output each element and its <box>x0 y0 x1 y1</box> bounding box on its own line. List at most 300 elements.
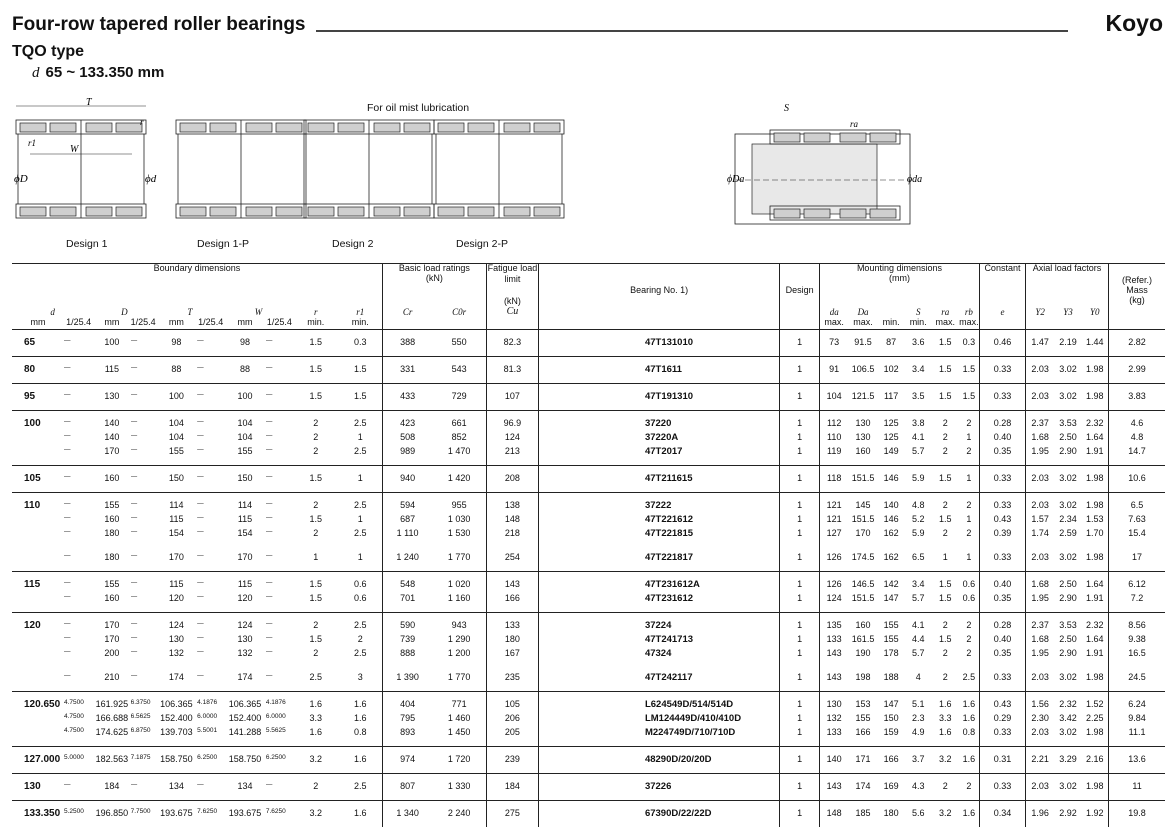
cell-s: 3.6 <box>905 330 932 357</box>
cell-e: 0.33 <box>980 727 1026 747</box>
cell-cr: 974 <box>382 747 432 774</box>
cell-rb: 0.6 <box>959 572 980 594</box>
cell-ra: 2 <box>932 493 959 515</box>
cell-di: — <box>64 593 93 613</box>
cell-wi: 4.1876 <box>266 692 293 714</box>
cell-cu: 205 <box>486 727 538 747</box>
cell-wi: — <box>266 466 293 493</box>
unit-r-min: min. <box>293 317 339 330</box>
cell-ra: 3.2 <box>932 747 959 774</box>
cell-rb: 2 <box>959 528 980 542</box>
cell-di: — <box>131 613 156 635</box>
cell-di: — <box>64 384 93 411</box>
bearing-group <box>12 384 1165 411</box>
cell-cu: 213 <box>486 446 538 466</box>
cell-mass: 6.12 <box>1109 572 1165 594</box>
col-C0r: C0r <box>432 293 486 317</box>
cell-da: 171 <box>849 747 878 774</box>
cell-r: 2 <box>293 432 339 446</box>
cell-di: — <box>64 572 93 594</box>
cell-wi: 6.2500 <box>266 747 293 774</box>
cell-s: 5.7 <box>905 446 932 466</box>
unit-d-mm: mm <box>12 317 64 330</box>
cell-ra: 1.5 <box>932 514 959 528</box>
cell-di: — <box>131 572 156 594</box>
cell-mass: 13.6 <box>1109 747 1165 774</box>
cell-cr: 590 <box>382 613 432 635</box>
cell-dab: 147 <box>878 692 905 714</box>
cell-bno: 67390D/22/22D <box>538 801 779 827</box>
cell-bno: 47T211615 <box>538 466 779 493</box>
page-title: Four-row tapered roller bearings <box>12 14 306 36</box>
cell-d: 160 <box>93 514 130 528</box>
cell-d <box>12 528 64 542</box>
cell-s: 4.1 <box>905 613 932 635</box>
cell-w: 120 <box>224 593 266 613</box>
cell-cr: 433 <box>382 384 432 411</box>
cell-t: 155 <box>156 446 198 466</box>
cell-y2: 1.68 <box>1025 432 1054 446</box>
cell-ra: 1.5 <box>932 330 959 357</box>
cell-wi: — <box>266 357 293 384</box>
cell-da: 121 <box>819 493 848 515</box>
cell-y2: 2.03 <box>1025 384 1054 411</box>
cell-s: 4.8 <box>905 493 932 515</box>
col-rb: rb <box>959 293 980 317</box>
cell-cr: 508 <box>382 432 432 446</box>
cell-design: 1 <box>780 552 820 572</box>
cell-d: 170 <box>93 634 130 648</box>
cell-c0r: 1 720 <box>432 747 486 774</box>
cell-da: 146.5 <box>849 572 878 594</box>
cell-c0r: 1 030 <box>432 514 486 528</box>
cell-r1: 1.6 <box>339 801 383 827</box>
cell-e: 0.40 <box>980 572 1026 594</box>
cell-ti: — <box>197 330 224 357</box>
cell-c0r: 1 460 <box>432 713 486 727</box>
cell-cu: 81.3 <box>486 357 538 384</box>
cell-cr: 388 <box>382 330 432 357</box>
unit-da-max: max. <box>819 317 848 330</box>
cell-y2: 2.03 <box>1025 466 1054 493</box>
cell-ti: — <box>197 514 224 528</box>
cell-bno: 47T221815 <box>538 528 779 542</box>
cell-e: 0.35 <box>980 648 1026 662</box>
cell-mass: 11 <box>1109 774 1165 801</box>
cell-d: 80 <box>12 357 64 384</box>
cell-cr: 888 <box>382 648 432 662</box>
col-Cr: Cr <box>382 293 432 317</box>
cell-r1: 1.5 <box>339 384 383 411</box>
dim-D-label: ϕD <box>14 173 28 185</box>
cell-y2: 2.37 <box>1025 411 1054 433</box>
cell-mass: 14.7 <box>1109 446 1165 466</box>
cell-w: 88 <box>224 357 266 384</box>
cell-y3: 3.02 <box>1054 774 1081 801</box>
cell-r: 1.5 <box>293 466 339 493</box>
cell-ra: 1.5 <box>932 466 959 493</box>
cell-w: 106.365 <box>224 692 266 714</box>
cell-dab: 150 <box>878 713 905 727</box>
cell-t: 134 <box>156 774 198 801</box>
cell-ra: 3.2 <box>932 801 959 827</box>
cell-s: 5.1 <box>905 692 932 714</box>
cell-ra: 1.6 <box>932 727 959 747</box>
cell-t: 154 <box>156 528 198 542</box>
cell-y3: 3.53 <box>1054 613 1081 635</box>
cell-ti: — <box>197 552 224 572</box>
cell-c0r: 1 330 <box>432 774 486 801</box>
cell-y3: 3.02 <box>1054 493 1081 515</box>
cell-di: 6.5625 <box>131 713 156 727</box>
cell-wi: — <box>266 552 293 572</box>
cell-da: 133 <box>819 634 848 648</box>
cell-cr: 701 <box>382 593 432 613</box>
cell-design: 1 <box>780 713 820 727</box>
cell-design: 1 <box>780 648 820 662</box>
cell-w: 130 <box>224 634 266 648</box>
cell-di: — <box>64 411 93 433</box>
unit-d-inch: 1/25.4 <box>64 317 93 330</box>
cell-da: 91.5 <box>849 330 878 357</box>
cell-w: 158.750 <box>224 747 266 774</box>
cell-y0: 1.98 <box>1082 384 1109 411</box>
cell-r: 2 <box>293 493 339 515</box>
cell-bno: 47T241713 <box>538 634 779 648</box>
axial-load-factors-header: Axial load factors <box>1025 263 1108 293</box>
cell-ra: 2 <box>932 672 959 692</box>
cell-w: 134 <box>224 774 266 801</box>
cell-c0r: 852 <box>432 432 486 446</box>
cell-y0: 1.98 <box>1082 727 1109 747</box>
bearing-number-header: Bearing No. 1) <box>538 263 779 317</box>
table-row <box>12 692 1165 714</box>
cell-t: 88 <box>156 357 198 384</box>
cell-s: 5.7 <box>905 593 932 613</box>
cell-cr: 893 <box>382 727 432 747</box>
cell-di: — <box>131 493 156 515</box>
cell-y3: 2.50 <box>1054 572 1081 594</box>
cell-da: 126 <box>819 552 848 572</box>
cell-cu: 275 <box>486 801 538 827</box>
cell-r1: 2.5 <box>339 613 383 635</box>
cell-bno: M224749D/710/710D <box>538 727 779 747</box>
cell-mass: 17 <box>1109 552 1165 572</box>
cell-di: 4.7500 <box>64 692 93 714</box>
cell-y0: 1.98 <box>1082 552 1109 572</box>
cell-dab: 166 <box>878 747 905 774</box>
cell-cu: 138 <box>486 493 538 515</box>
table-row <box>12 801 1165 827</box>
cell-di: — <box>131 514 156 528</box>
cell-dab: 125 <box>878 432 905 446</box>
cell-da: 151.5 <box>849 593 878 613</box>
cell-di: — <box>131 330 156 357</box>
cell-da: 174.5 <box>849 552 878 572</box>
cell-di: — <box>131 384 156 411</box>
cell-bno: 47324 <box>538 648 779 662</box>
cell-dab: 125 <box>878 411 905 433</box>
dim-ra-label: ra <box>850 119 859 129</box>
cell-dab: 142 <box>878 572 905 594</box>
cell-t: 139.703 <box>156 727 198 747</box>
cell-cu: 208 <box>486 466 538 493</box>
bearing-diagrams <box>0 94 1175 260</box>
cell-w: 115 <box>224 514 266 528</box>
cell-ra: 2 <box>932 613 959 635</box>
basic-load-ratings-header: Basic load ratings (kN) <box>382 263 486 293</box>
cell-y3: 2.50 <box>1054 432 1081 446</box>
title-rule <box>316 30 1068 32</box>
cell-r1: 1 <box>339 514 383 528</box>
cell-cu: 235 <box>486 672 538 692</box>
cell-mass: 2.99 <box>1109 357 1165 384</box>
cell-bno: LM124449D/410/410D <box>538 713 779 727</box>
cell-w: 170 <box>224 552 266 572</box>
cell-rb: 1 <box>959 514 980 528</box>
cell-cr: 1 240 <box>382 552 432 572</box>
cell-design: 1 <box>780 330 820 357</box>
cell-c0r: 1 530 <box>432 528 486 542</box>
cell-w: 104 <box>224 411 266 433</box>
col-S: S <box>905 293 932 317</box>
cell-ra: 2 <box>932 648 959 662</box>
cell-w: 193.675 <box>224 801 266 827</box>
cell-d: 115 <box>12 572 64 594</box>
cell-design: 1 <box>780 747 820 774</box>
cell-da: 127 <box>819 528 848 542</box>
cell-d: 184 <box>93 774 130 801</box>
cell-di: — <box>131 411 156 433</box>
cell-t: 98 <box>156 330 198 357</box>
cell-mass: 7.63 <box>1109 514 1165 528</box>
cell-r: 2 <box>293 528 339 542</box>
cell-y0: 1.53 <box>1082 514 1109 528</box>
cell-y0: 1.44 <box>1082 330 1109 357</box>
table-row <box>12 662 1165 672</box>
cell-da: 166 <box>849 727 878 747</box>
bearing-group <box>12 692 1165 747</box>
cell-y0: 1.64 <box>1082 432 1109 446</box>
cell-r: 2 <box>293 613 339 635</box>
oil-mist-note: For oil mist lubrication <box>367 102 469 114</box>
cell-y2: 1.95 <box>1025 446 1054 466</box>
mass-header: (Refer.) Mass (kg) <box>1109 263 1165 317</box>
dim-Da-label: ϕDa <box>727 174 744 185</box>
table-row <box>12 727 1165 747</box>
cell-y2: 1.68 <box>1025 634 1054 648</box>
cell-r1: 1.6 <box>339 747 383 774</box>
col-d: d <box>12 293 93 317</box>
cell-d: 200 <box>93 648 130 662</box>
cell-d: 155 <box>93 493 130 515</box>
cell-cu: 180 <box>486 634 538 648</box>
design-1-label: Design 1 <box>66 238 107 250</box>
cell-t: 174 <box>156 672 198 692</box>
dim-r1-label: r1 <box>28 138 36 148</box>
cell-da: 143 <box>819 774 848 801</box>
unit-D-inch: 1/25.4 <box>131 317 156 330</box>
cell-di: — <box>64 552 93 572</box>
cell-y2: 2.03 <box>1025 727 1054 747</box>
cell-da: 130 <box>819 692 848 714</box>
bearing-group <box>12 357 1165 384</box>
cell-di: 5.2500 <box>64 801 93 827</box>
cell-y0: 1.98 <box>1082 357 1109 384</box>
cell-di: 4.7500 <box>64 713 93 727</box>
cell-e: 0.29 <box>980 713 1026 727</box>
cell-c0r: 1 470 <box>432 446 486 466</box>
table-row <box>12 542 1165 552</box>
cell-c0r: 543 <box>432 357 486 384</box>
cell-da: 140 <box>819 747 848 774</box>
cell-design: 1 <box>780 357 820 384</box>
cell-s: 3.4 <box>905 357 932 384</box>
constant-header: Constant <box>980 263 1026 293</box>
cell-d: 161.925 <box>93 692 130 714</box>
cell-wi: — <box>266 572 293 594</box>
cell-mass: 7.2 <box>1109 593 1165 613</box>
cell-di: — <box>131 466 156 493</box>
fatigue-load-limit-header: Fatigue load limit <box>486 263 538 293</box>
cell-da: 151.5 <box>849 466 878 493</box>
cell-y0: 1.91 <box>1082 593 1109 613</box>
cell-e: 0.33 <box>980 552 1026 572</box>
cell-di: — <box>131 593 156 613</box>
cell-c0r: 729 <box>432 384 486 411</box>
cell-da: 124 <box>819 593 848 613</box>
mounting-dimensions-header: Mounting dimensions (mm) <box>819 263 979 293</box>
cell-d <box>12 432 64 446</box>
cell-cr: 331 <box>382 357 432 384</box>
cell-e: 0.33 <box>980 357 1026 384</box>
cell-d: 100 <box>93 330 130 357</box>
cell-y3: 2.34 <box>1054 514 1081 528</box>
design-2p-label: Design 2-P <box>456 238 508 250</box>
cell-dab: 188 <box>878 672 905 692</box>
col-Y0: Y0 <box>1082 293 1109 317</box>
cell-e: 0.28 <box>980 411 1026 433</box>
cell-ti: — <box>197 357 224 384</box>
cell-y2: 2.03 <box>1025 357 1054 384</box>
cell-da: 145 <box>849 493 878 515</box>
cell-ti: — <box>197 774 224 801</box>
cell-s: 5.2 <box>905 514 932 528</box>
cell-r: 1.5 <box>293 330 339 357</box>
cell-r: 2 <box>293 648 339 662</box>
cell-bno: 37224 <box>538 613 779 635</box>
table-row <box>12 384 1165 411</box>
cell-bno: 48290D/20/20D <box>538 747 779 774</box>
cell-d: 196.850 <box>93 801 130 827</box>
cell-t: 158.750 <box>156 747 198 774</box>
cell-cu: 133 <box>486 613 538 635</box>
cell-y3: 3.02 <box>1054 727 1081 747</box>
cell-d: 120.650 <box>12 692 64 714</box>
cell-design: 1 <box>780 634 820 648</box>
table-row <box>12 528 1165 542</box>
cell-dab: 155 <box>878 613 905 635</box>
cell-cu: 124 <box>486 432 538 446</box>
unit-ra-max: max. <box>932 317 959 330</box>
cell-ra: 3.3 <box>932 713 959 727</box>
table-row <box>12 411 1165 433</box>
cell-ti: — <box>197 613 224 635</box>
cell-rb: 0.8 <box>959 727 980 747</box>
cell-bno: 47T221817 <box>538 552 779 572</box>
cell-r: 3.3 <box>293 713 339 727</box>
cell-y3: 3.02 <box>1054 384 1081 411</box>
cell-bno: 37220 <box>538 411 779 433</box>
cell-e: 0.33 <box>980 493 1026 515</box>
cell-di: — <box>64 466 93 493</box>
cell-di: — <box>131 634 156 648</box>
cell-d <box>12 446 64 466</box>
cell-cr: 548 <box>382 572 432 594</box>
cell-r1: 0.3 <box>339 330 383 357</box>
cell-design: 1 <box>780 692 820 714</box>
bearing-group <box>12 411 1165 466</box>
table-row <box>12 552 1165 572</box>
cell-w: 150 <box>224 466 266 493</box>
cell-ra: 1.5 <box>932 357 959 384</box>
cell-mass: 8.56 <box>1109 613 1165 635</box>
cell-di: — <box>131 672 156 692</box>
cell-dab: 146 <box>878 514 905 528</box>
cell-bno: 37222 <box>538 493 779 515</box>
cell-bno: 37226 <box>538 774 779 801</box>
dim-W-label: W <box>70 144 80 155</box>
col-Y2: Y2 <box>1025 293 1054 317</box>
design-1p-label: Design 1-P <box>197 238 249 250</box>
cell-ra: 2 <box>932 411 959 433</box>
cell-r1: 2.5 <box>339 528 383 542</box>
cell-e: 0.33 <box>980 774 1026 801</box>
cell-da: 119 <box>819 446 848 466</box>
cell-r1: 0.6 <box>339 572 383 594</box>
cell-s: 4.3 <box>905 774 932 801</box>
cell-di: — <box>64 357 93 384</box>
cell-y2: 1.74 <box>1025 528 1054 542</box>
dim-S-label: S <box>784 103 789 114</box>
cell-da: 151.5 <box>849 514 878 528</box>
unit-W-inch: 1/25.4 <box>266 317 293 330</box>
cell-e: 0.43 <box>980 692 1026 714</box>
cell-bno: 47T191310 <box>538 384 779 411</box>
cell-y3: 2.92 <box>1054 801 1081 827</box>
cell-y3: 2.90 <box>1054 593 1081 613</box>
cell-y0: 1.91 <box>1082 648 1109 662</box>
cell-y2: 1.68 <box>1025 572 1054 594</box>
cell-r1: 2.5 <box>339 493 383 515</box>
cell-w: 174 <box>224 672 266 692</box>
cell-cu: 107 <box>486 384 538 411</box>
cell-s: 4 <box>905 672 932 692</box>
cell-d: 130 <box>93 384 130 411</box>
cell-d: 95 <box>12 384 64 411</box>
cell-ti: — <box>197 572 224 594</box>
cell-wi: — <box>266 446 293 466</box>
cell-di: — <box>64 514 93 528</box>
cell-c0r: 2 240 <box>432 801 486 827</box>
cell-y3: 3.02 <box>1054 552 1081 572</box>
cell-di: — <box>64 330 93 357</box>
cell-di: — <box>64 672 93 692</box>
cell-t: 106.365 <box>156 692 198 714</box>
cell-bno: 47T231612 <box>538 593 779 613</box>
cell-da: 161.5 <box>849 634 878 648</box>
cell-da: 73 <box>819 330 848 357</box>
